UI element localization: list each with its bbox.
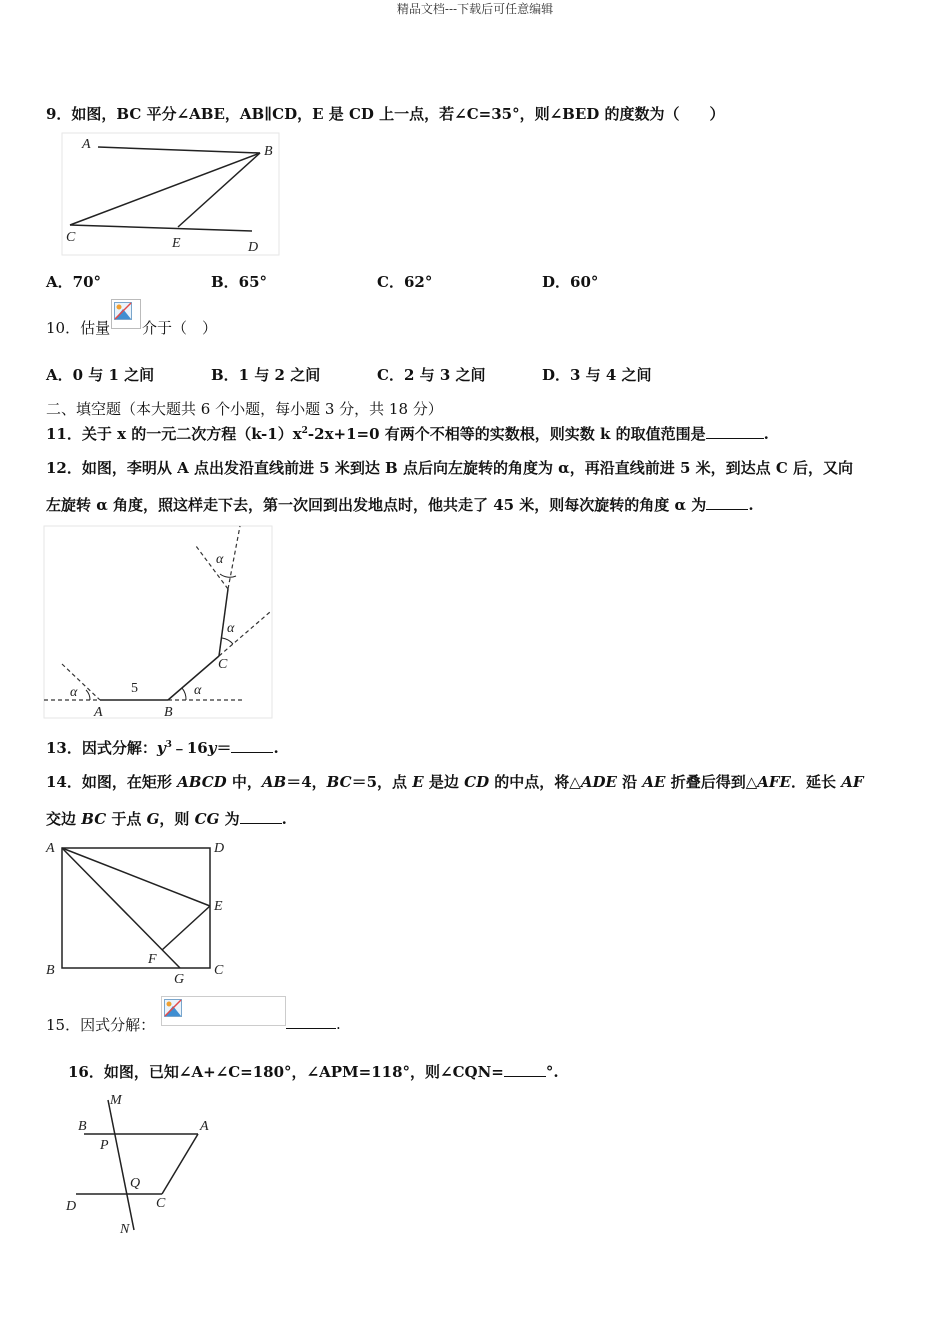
q9-stem: 9．如图，BC 平分∠ABE，AB∥CD，E 是 CD 上一点，若∠C=35°，则∠BED 的度数为（ ） (46, 105, 725, 123)
broken-image-icon (111, 299, 141, 329)
q9-label-e: E (172, 236, 181, 251)
q14-t10: 交边 (46, 810, 82, 828)
q11-sup: 2 (301, 426, 308, 436)
q13-text (46, 737, 279, 758)
q14-t6: 的中点，将△ (489, 773, 581, 791)
q13-eq: ＝ (216, 739, 232, 757)
q16-label-p: P (100, 1138, 109, 1153)
q15-end: . (336, 1015, 341, 1033)
q14-t9: ．延长 (790, 773, 842, 791)
q10-option-b[interactable]: B．1 与 2 之间 (211, 366, 321, 384)
q14-t5: 是边 (423, 773, 465, 791)
q16-label-q: Q (130, 1176, 141, 1191)
q14-ab: AB (261, 773, 287, 791)
q13-y2: y (207, 739, 217, 757)
q14-t4: ＝5，点 (351, 773, 413, 791)
q16-answer-blank[interactable] (504, 1062, 546, 1077)
q10-suffix: 介于（ ） (142, 319, 218, 337)
q12-label-a: A (94, 705, 103, 720)
q16-label-b: B (78, 1119, 87, 1134)
q12-answer-blank[interactable] (706, 495, 748, 510)
q12-label-c: C (218, 657, 228, 672)
q12-label-five: 5 (131, 681, 138, 696)
q9-label-c: C (66, 230, 76, 245)
q13-prefix: 13．因式分解： (46, 739, 157, 757)
q16-label-c: C (156, 1196, 166, 1211)
q12-end: . (748, 496, 754, 514)
q16-end: °. (545, 1063, 559, 1081)
q11-text (46, 423, 769, 444)
q14-answer-blank[interactable] (240, 809, 282, 824)
q14-bc: BC (326, 773, 352, 791)
q14-figure (44, 838, 234, 988)
q14-label-c: C (214, 963, 224, 978)
q11-text-b: -2x+1=0 有两个不相等的实数根，则实数 k 的取值范围是 (307, 425, 706, 443)
q9-label-d: D (248, 240, 259, 255)
q13-sup: 3 (165, 740, 172, 750)
q14-g: G (146, 810, 160, 828)
q9-label-a: A (82, 137, 91, 152)
q14-ade: ADE (580, 773, 617, 791)
q14-label-e: E (214, 899, 223, 914)
q14-end: . (281, 810, 287, 828)
q12-line2 (46, 494, 754, 515)
q12-alpha-2: α (194, 683, 202, 698)
q10-option-c[interactable]: C．2 与 3 之间 (377, 366, 486, 384)
q13-answer-blank[interactable] (231, 738, 273, 753)
q16-stem: 16．如图，已知∠A+∠C=180°，∠APM=118°，则∠CQN= (68, 1063, 504, 1081)
q13-y: y (156, 739, 166, 757)
q14-label-f: F (148, 952, 157, 967)
q15-answer (286, 1014, 341, 1033)
q16-label-n: N (120, 1222, 130, 1237)
q14-line2 (46, 808, 287, 829)
q11-answer-blank[interactable] (706, 424, 764, 439)
q10-option-d[interactable]: D．3 与 4 之间 (542, 366, 652, 384)
q14-t12: ，则 (159, 810, 195, 828)
q14-label-d: D (214, 841, 225, 856)
q11-end: . (763, 425, 769, 443)
q14-cd: CD (464, 773, 490, 791)
q12-figure (44, 526, 276, 722)
q9-option-c[interactable]: C．62° (377, 273, 433, 291)
q14-label-b: B (46, 963, 55, 978)
q14-bc2: BC (81, 810, 107, 828)
q16-label-d: D (66, 1199, 77, 1214)
q9-option-b[interactable]: B．65° (211, 273, 268, 291)
q15-answer-blank[interactable] (286, 1014, 336, 1029)
q9-option-a[interactable]: A．70° (46, 273, 102, 291)
q14-t11: 于点 (106, 810, 147, 828)
q13-rest: ﹣16 (171, 739, 208, 757)
q14-t13: 为 (219, 810, 240, 828)
q14-t2: 中， (226, 773, 262, 791)
q10-prefix: 10．估量 (46, 319, 111, 337)
q14-t8: 折叠后得到△ (665, 773, 758, 791)
q14-t3: ＝4， (286, 773, 327, 791)
q14-ae: AE (642, 773, 666, 791)
q14-af: AF (841, 773, 864, 791)
q14-afe: AFE (757, 773, 791, 791)
q9-option-d[interactable]: D．60° (542, 273, 599, 291)
q12-line2-text: 左旋转 α 角度，照这样走下去，第一次回到出发地点时，他共走了 45 米，则每次旋转的角度 α 为 (46, 496, 707, 514)
q12-label-b: B (164, 705, 173, 720)
q12-alpha-1: α (70, 685, 78, 700)
q14-t1: 14．如图，在矩形 (46, 773, 178, 791)
q14-label-g: G (174, 972, 185, 987)
q14-t7: 沿 (616, 773, 643, 791)
section-heading: 二、填空题（本大题共 6 个小题，每小题 3 分，共 18 分） (46, 400, 443, 418)
q16-label-a: A (200, 1119, 209, 1134)
q12-alpha-4: α (216, 552, 224, 567)
q16-text (68, 1061, 559, 1082)
broken-image-icon (161, 996, 286, 1026)
q10-option-a[interactable]: A．0 与 1 之间 (46, 366, 155, 384)
q14-line1 (46, 771, 864, 792)
q14-abcd: ABCD (177, 773, 227, 791)
q15-prefix: 15．因式分解： (46, 1016, 156, 1034)
page-header: 精品文档---下载后可任意编辑 (396, 2, 554, 16)
q9-label-b: B (264, 144, 273, 159)
q14-cg: CG (194, 810, 220, 828)
q16-label-m: M (110, 1093, 122, 1108)
q12-alpha-3: α (227, 621, 235, 636)
q12-line1: 12．如图，李明从 A 点出发沿直线前进 5 米到达 B 点后向左旋转的角度为 α，再沿直线前进 5 米，到达点 C 后，又向 (46, 459, 853, 477)
q11-text-a: 11．关于 x 的一元二次方程（k-1）x (46, 425, 302, 443)
q13-end: . (273, 739, 279, 757)
q14-e: E (412, 773, 424, 791)
q16-figure (62, 1090, 222, 1240)
q14-label-a: A (46, 841, 55, 856)
q9-figure (62, 133, 282, 258)
